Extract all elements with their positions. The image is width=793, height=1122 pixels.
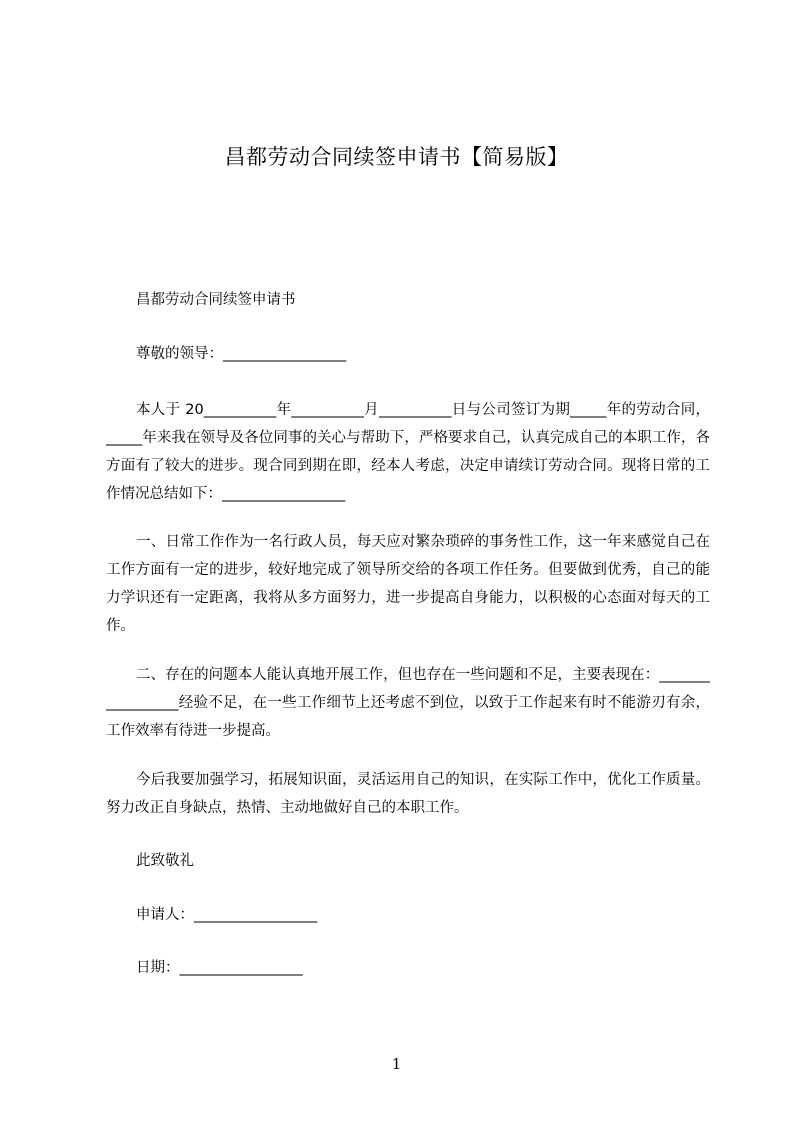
document-title: 昌都劳动合同续签申请书【简易版】 [224, 145, 569, 169]
paragraph-problems: 二、存在的问题本人能认真地开展工作，但也存在一些问题和不足，主要表现在：_________________经验不足，在一些工作细节上还考虑不到位，以致于工作起来有时不能游刃有余，工作效率有待进一步提高。 [106, 667, 710, 739]
paragraph-daily-work: 一、日常工作作为一名行政人员，每天应对繁杂琐碎的事务性工作，这一年来感觉自己在工作方面有一定的进步，较好地完成了领导所交给的各项工作任务。但要做到优秀，自己的能力学识还有一定距离，我将从多方面努力，进一步提高自身能力，以积极的心态面对每天的工作。 [106, 534, 710, 634]
page-number: 1 [391, 1055, 402, 1073]
closing-line: 此致敬礼 [136, 853, 194, 869]
salutation-line: 尊敬的领导：_________________ [136, 346, 347, 362]
applicant-signature-line: 申请人：_________________ [136, 907, 318, 923]
paragraph-intro: 本人于 20__________年__________月__________日与公司签订为期_____年的劳动合同，_____年来我在领导及各位同事的关心与帮助下，严格要求自己，认真完成自己的本职工作，各方面有了较大的进步。现合同到期在即，经本人考虑，决定申请续订劳动合同。现将日常的工作情况总结如下：_________________ [106, 402, 710, 502]
date-line: 日期：_________________ [136, 960, 303, 976]
paragraph-future-plans: 今后我要加强学习，拓展知识面，灵活运用自己的知识，在实际工作中，优化工作质量。努力改正自身缺点，热情、主动地做好自己的本职工作。 [106, 772, 710, 816]
document-subtitle: 昌都劳动合同续签申请书 [136, 292, 296, 308]
